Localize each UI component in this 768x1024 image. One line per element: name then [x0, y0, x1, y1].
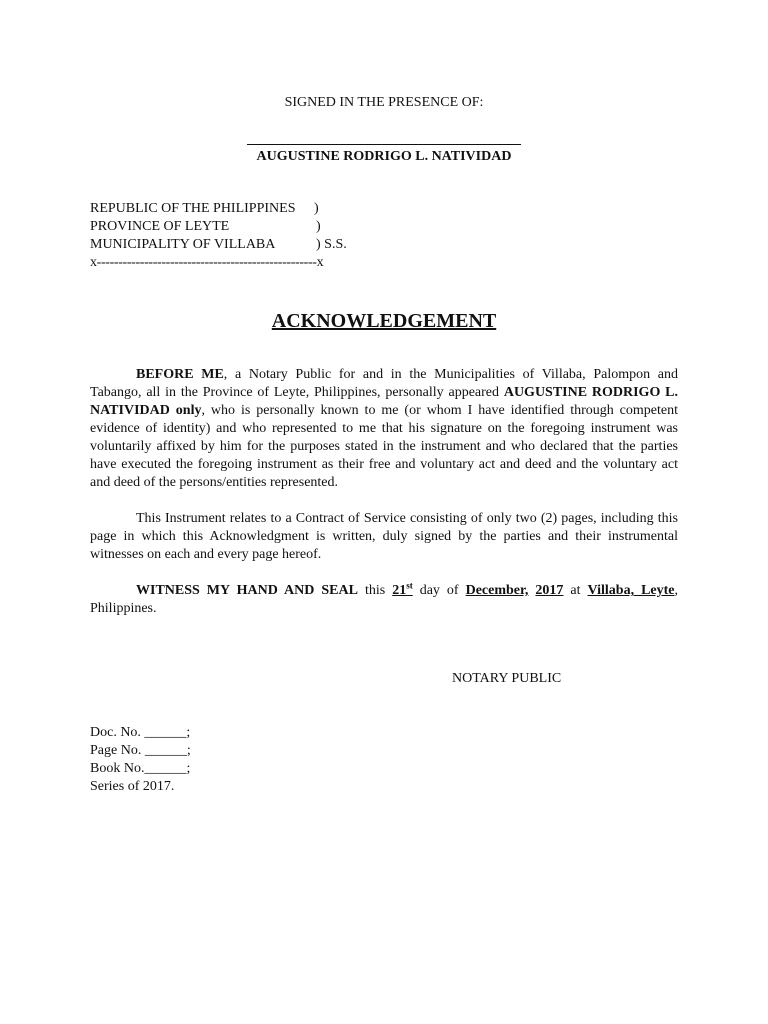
- before-me-lead: BEFORE ME: [136, 367, 224, 382]
- venue-row-republic: [90, 200, 450, 218]
- paragraph1-text-a: , a Notary Public for and in the Municipalities of Villaba, Palompon and Tabango, all in the Province of Leyte, Philippines, personally appeared: [90, 367, 678, 400]
- venue-name: REPUBLIC OF THE PHILIPPINES: [90, 201, 296, 216]
- venue-name: MUNICIPALITY OF VILLABA: [90, 237, 276, 252]
- venue-name: PROVINCE OF LEYTE: [90, 219, 230, 234]
- witness-day: [392, 580, 413, 598]
- paragraph1-text-b: , who is personally known to me (or whom I have identified through competent evidence of identity) and who represented to me that his signature on the foregoing instrument was voluntarily affixed by him for the purposes stated in the instrument and who declared that the parties have executed the foregoing instrument as their free and voluntary act and deed and the voluntary act and deed of the persons/entities represented.: [90, 403, 678, 490]
- witness-day-number: 21: [392, 583, 407, 598]
- document-title: ACKNOWLEDGEMENT: [271, 310, 497, 332]
- venue-suffix: ): [316, 219, 321, 234]
- doc-number: Doc. No. ______;: [90, 725, 191, 740]
- witness-hand-seal: WITNESS MY HAND AND SEAL: [136, 583, 358, 598]
- witness-month: December,: [465, 583, 529, 598]
- witness-name: AUGUSTINE RODRIGO L. NATIVIDAD: [256, 149, 512, 164]
- venue-block: [90, 200, 450, 272]
- venue-row-municipality: [90, 236, 450, 254]
- venue-separator: x---------------------------------------------------x: [90, 255, 324, 270]
- series-year: Series of 2017.: [90, 779, 175, 794]
- witness-day-suffix: st: [406, 580, 413, 591]
- venue-separator-row: [90, 254, 450, 272]
- venue-suffix: ): [314, 201, 319, 216]
- paragraph-before-me: [90, 366, 678, 492]
- signed-presence-label: SIGNED IN THE PRESENCE OF:: [284, 95, 484, 110]
- page-number: Page No. ______;: [90, 743, 191, 758]
- witness-at: at: [563, 583, 588, 598]
- signature-line: [247, 144, 521, 145]
- paragraph-witness: [90, 582, 678, 618]
- witness-day-of: day of: [412, 583, 466, 598]
- notarial-register: [90, 724, 191, 796]
- witness-place: Villaba, Leyte: [587, 583, 675, 598]
- witness-this: this: [357, 583, 393, 598]
- paragraph-instrument: [90, 510, 678, 564]
- book-number: Book No.______;: [90, 761, 191, 776]
- witness-tail: , Philippines.: [90, 583, 679, 616]
- venue-row-province: [90, 218, 450, 236]
- paragraph2-text: This Instrument relates to a Contract of Service consisting of only two (2) pages, including this page in which this Acknowledgment is written, duly signed by the parties and their instrumental witnesses on each and every page hereof.: [90, 511, 678, 562]
- venue-suffix: ) S.S.: [316, 237, 347, 252]
- appearing-party-name: AUGUSTINE RODRIGO L. NATIVIDAD only: [90, 385, 678, 418]
- notary-public-label: NOTARY PUBLIC: [452, 671, 562, 686]
- witness-year: 2017: [535, 583, 564, 598]
